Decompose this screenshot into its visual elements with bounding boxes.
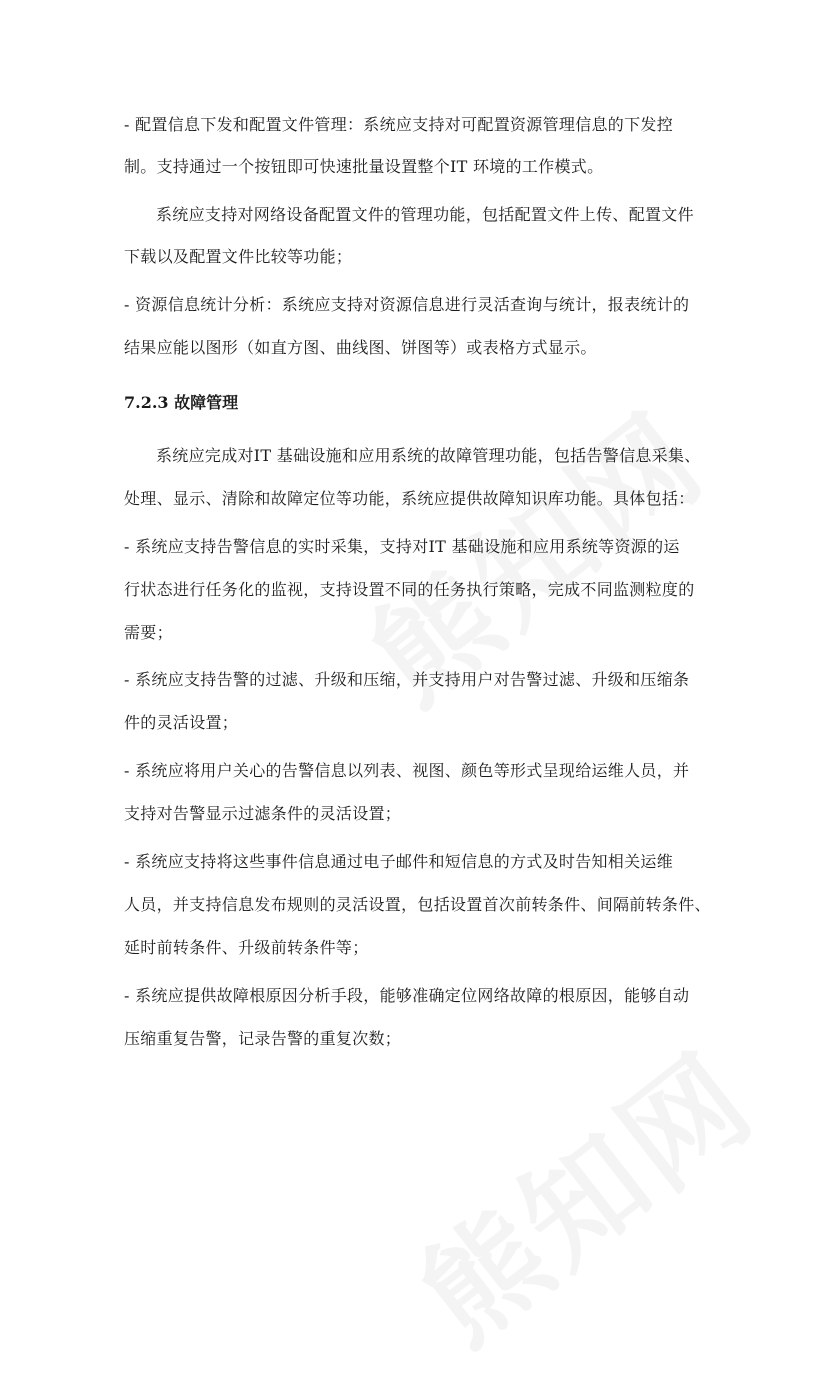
bullet-config-line-2: 制。支持通过一个按钮即可快速批量设置整个IT 环境的工作模式。 (124, 157, 604, 176)
bullet-root-cause-line-1: - 系统应提供故障根原因分析手段，能够准确定位网络故障的根原因，能够自动 (124, 986, 690, 1005)
bullet-display-line-1: - 系统应将用户关心的告警信息以列表、视图、颜色等形式呈现给运维人员，并 (124, 761, 690, 780)
bullet-notify-line-3: 延时前转条件、升级前转条件等； (124, 938, 369, 957)
section-heading: 7.2.3 故障管理 (124, 393, 239, 412)
bullet-resource-stats-line-1: - 资源信息统计分析：系统应支持对资源信息进行灵活查询与统计，报表统计的 (124, 295, 690, 314)
bullet-filter-line-2: 件的灵活设置； (124, 713, 239, 732)
paragraph-config-file-line-1: 系统应支持对网络设备配置文件的管理功能，包括配置文件上传、配置文件 (156, 205, 694, 224)
bullet-realtime-line-2: 行状态进行任务化的监视，支持设置不同的任务执行策略，完成不同监测粒度的 (124, 580, 695, 599)
paragraph-config-file-line-2: 下载以及配置文件比较等功能； (124, 247, 353, 266)
bullet-root-cause-line-2: 压缩重复告警，记录告警的重复次数； (124, 1029, 402, 1048)
bullet-display-line-2: 支持对告警显示过滤条件的灵活设置； (124, 804, 402, 823)
paragraph-fault-intro-line-1: 系统应完成对IT 基础设施和应用系统的故障管理功能，包括告警信息采集、 (156, 446, 701, 465)
paragraph-fault-intro-line-2: 处理、显示、清除和故障定位等功能，系统应提供故障知识库功能。具体包括： (124, 489, 695, 508)
bullet-config-line-1: - 配置信息下发和配置文件管理：系统应支持对可配置资源管理信息的下发控 (124, 115, 673, 134)
bullet-filter-line-1: - 系统应支持告警的过滤、升级和压缩，并支持用户对告警过滤、升级和压缩条 (124, 670, 690, 689)
bullet-notify-line-2: 人员，并支持信息发布规则的灵活设置，包括设置首次前转条件、间隔前转条件、 (124, 895, 711, 914)
watermark (380, 1007, 784, 1375)
bullet-realtime-line-3: 需要； (124, 623, 173, 642)
bullet-realtime-line-1: - 系统应支持告警信息的实时采集，支持对IT 基础设施和应用系统等资源的运 (124, 537, 680, 556)
bullet-notify-line-1: - 系统应支持将这些事件信息通过电子邮件和短信息的方式及时告知相关运维 (124, 852, 673, 871)
bullet-resource-stats-line-2: 结果应能以图形（如直方图、曲线图、饼图等）或表格方式显示。 (124, 338, 597, 357)
